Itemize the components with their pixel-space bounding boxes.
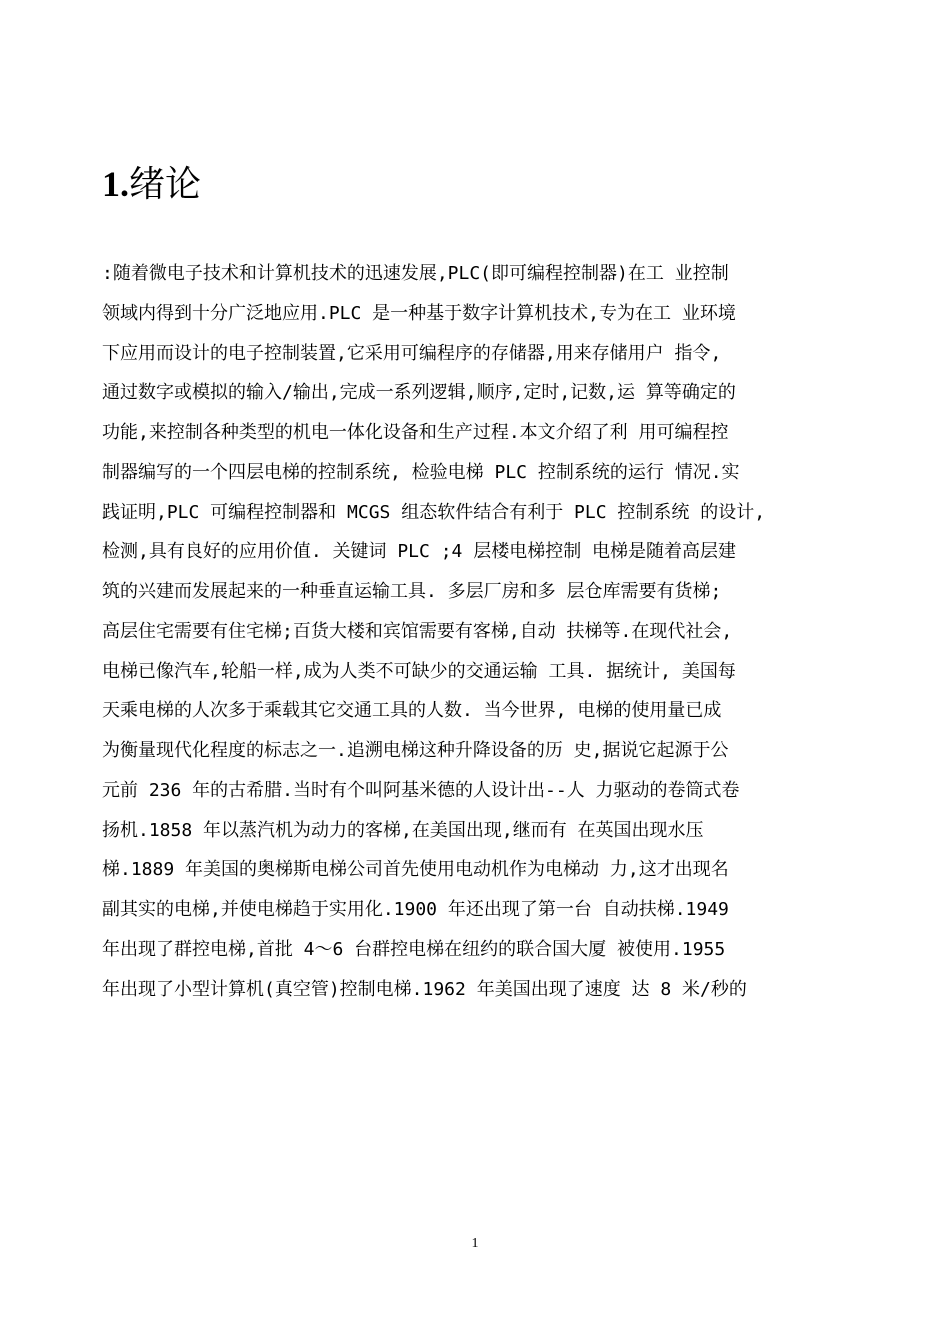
text-line: 元前 236 年的古希腊.当时有个叫阿基米德的人设计出--人 力驱动的卷筒式卷 [102,779,740,801]
text-line: 为衡量现代化程度的标志之一.追溯电梯这种升降设备的历 史,据说它起源于公 [102,740,729,761]
text-line: :随着微电子技术和计算机技术的迅速发展,PLC(即可编程控制器)在工 业控制 [102,263,729,284]
text-line: 副其实的电梯,并使电梯趋于实用化.1900 年还出现了第一台 自动扶梯.1949 [102,899,729,920]
page-number: 1 [471,1236,479,1251]
text-line: 筑的兴建而发展起来的一种垂直运输工具. 多层厂房和多 层仓库需要有货梯; [102,581,722,602]
text-line: 年出现了小型计算机(真空管)控制电梯.1962 年美国出现了速度 达 8 米/秒的 [102,978,747,1000]
text-line: 功能,来控制各种类型的机电一体化设备和生产过程.本文介绍了利 用可编程控 [102,422,729,443]
section-number: 1. [102,164,129,204]
text-line: 领域内得到十分广泛地应用.PLC 是一种基于数字计算机技术,专为在工 业环境 [102,302,736,324]
text-line: 电梯已像汽车,轮船一样,成为人类不可缺少的交通运输 工具. 据统计, 美国每 [102,660,736,682]
text-line: 高层住宅需要有住宅梯;百货大楼和宾馆需要有客梯,自动 扶梯等.在现代社会, [102,620,733,642]
section-title: 绪论 [129,164,202,205]
text-line: 制器编写的一个四层电梯的控制系统, 检验电梯 PLC 控制系统的运行 情况.实 [102,461,740,483]
body-text [102,254,862,1009]
section-heading [102,158,201,211]
text-line: 天乘电梯的人次多于乘载其它交通工具的人数. 当今世界, 电梯的使用量已成 [102,700,722,722]
text-line: 检测,具有良好的应用价值. 关键词 PLC ;4 层楼电梯控制 电梯是随着高层建 [102,541,737,563]
text-line: 践证明,PLC 可编程控制器和 MCGS 组态软件结合有利于 PLC 控制系统 的设计, [102,501,766,523]
text-line: 年出现了群控电梯,首批 4～6 台群控电梯在纽约的联合国大厦 被使用.1955 [102,938,726,960]
text-line: 通过数字或模拟的输入/输出,完成一系列逻辑,顺序,定时,记数,运 算等确定的 [102,382,736,404]
text-line: 扬机.1858 年以蒸汽机为动力的客梯,在美国出现,继而有 在英国出现水压 [102,819,704,841]
text-line: 梯.1889 年美国的奥梯斯电梯公司首先使用电动机作为电梯动 力,这才出现名 [102,859,729,881]
text-line: 下应用而设计的电子控制装置,它采用可编程序的存储器,用来存储用户 指令, [102,342,722,364]
